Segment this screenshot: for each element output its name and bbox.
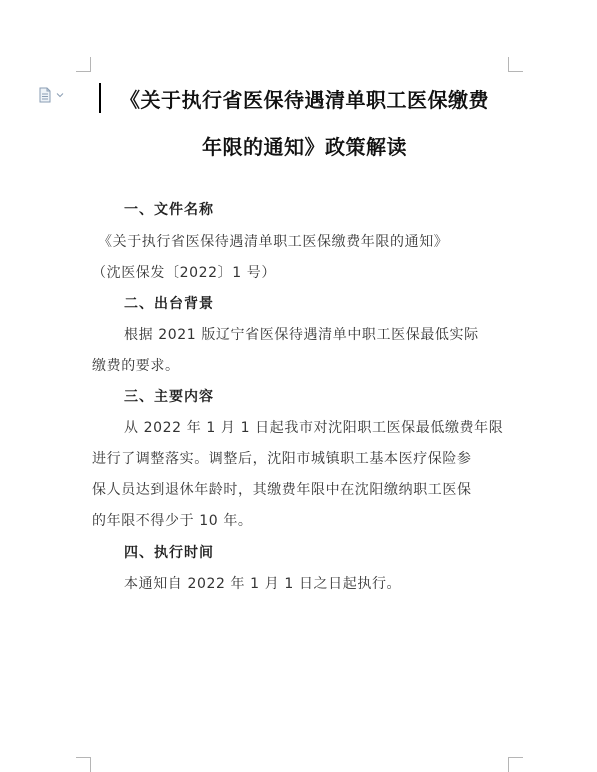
section-text-line: 根据 2021 版辽宁省医保待遇清单中职工医保最低实际 bbox=[124, 327, 479, 343]
page-corner-top-right bbox=[508, 57, 523, 72]
section-text-line: （沈医保发〔2022〕1 号） bbox=[92, 265, 276, 281]
section-heading-effective-date: 四、执行时间 bbox=[124, 545, 214, 561]
section-heading-background: 二、出台背景 bbox=[124, 296, 214, 312]
section-text-line: 从 2022 年 1 月 1 日起我市对沈阳职工医保最低缴费年限 bbox=[124, 420, 504, 436]
section-text-line: 保人员达到退休年龄时，其缴费年限中在沈阳缴纳职工医保 bbox=[92, 482, 472, 498]
page-corner-bottom-right bbox=[508, 757, 523, 772]
section-text-line: 缴费的要求。 bbox=[92, 358, 180, 374]
section-text-line: 的年限不得少于 10 年。 bbox=[92, 513, 253, 529]
section-heading-document-name: 一、文件名称 bbox=[124, 202, 214, 218]
section-heading-main-content: 三、主要内容 bbox=[124, 389, 214, 405]
page-corner-top-left bbox=[76, 57, 91, 72]
page-corner-bottom-left bbox=[76, 757, 91, 772]
section-text-line: 《关于执行省医保待遇清单职工医保缴费年限的通知》 bbox=[98, 234, 449, 250]
section-text-line: 进行了调整落实。调整后，沈阳市城镇职工基本医疗保险参 bbox=[92, 451, 472, 467]
section-text-line: 本通知自 2022 年 1 月 1 日之日起执行。 bbox=[124, 576, 402, 592]
document-title-line-2: 年限的通知》政策解读 bbox=[202, 135, 407, 159]
document-title-line-1: 《关于执行省医保待遇清单职工医保缴费 bbox=[120, 88, 489, 112]
